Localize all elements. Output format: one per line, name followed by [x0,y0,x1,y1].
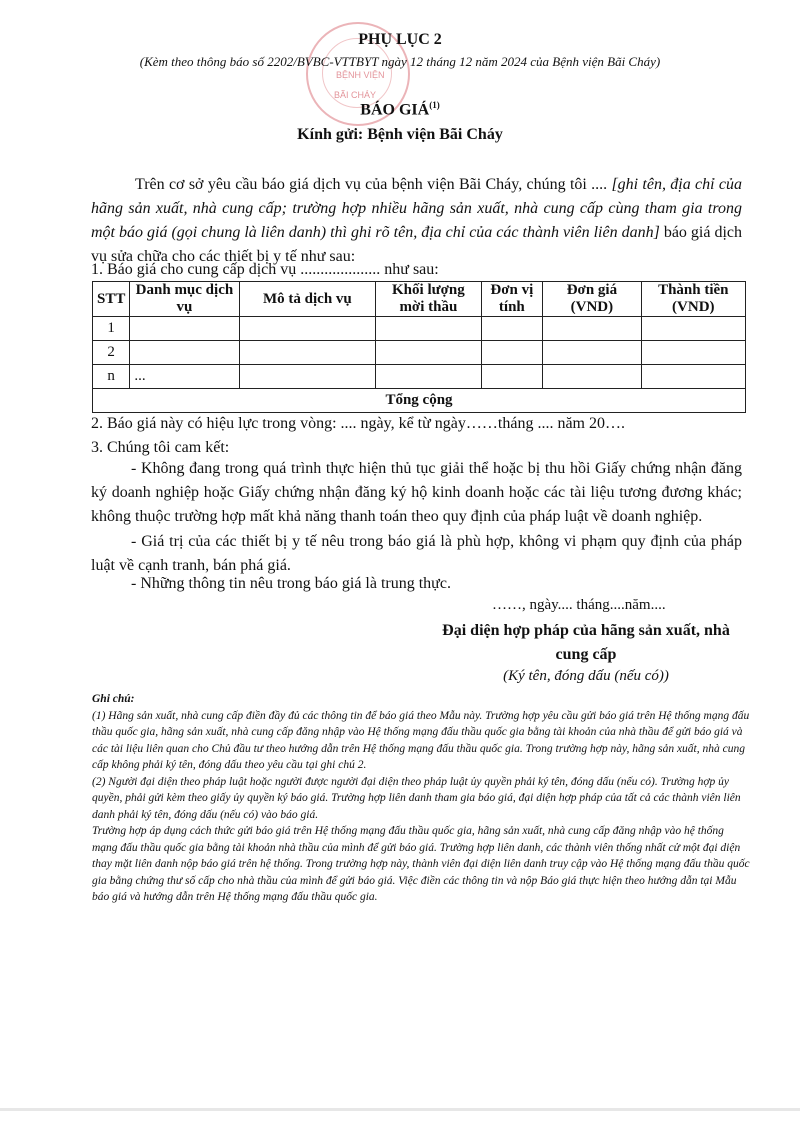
row-cell [239,365,376,389]
note-1: (1) Hãng sản xuất, nhà cung cấp điền đầy đủ các thông tin để báo giá theo Mẫu này. Trường hợp yêu cầu gửi báo giá trên Hệ thống mạng đấu thầu quốc gia, hãng sản xuất, nhà cung cấp đăng nhập vào Hệ thống mạng đấu thầu quốc gia bằng tài khoản của nhà thầu để gửi báo giá và các tài liệu liên quan cho Chủ đầu tư theo hướng dẫn trên Hệ thống mạng đấu thầu quốc gia. Trong trường hợp này, hãng sản xuất, nhà cung cấp không phải ký tên, đóng dấu theo yêu cầu tại ghi chú 2. [92,709,750,771]
row-service-cell [130,317,239,341]
quotation-heading-text: BÁO GIÁ [360,101,430,119]
stamp-text-line1: BỆNH VIỆN [336,70,385,80]
row-cell [481,341,543,365]
col-header-service: Danh mục dịch vụ [130,282,239,317]
col-header-description: Mô tả dịch vụ [239,282,376,317]
table-row [93,341,746,365]
table-row [93,365,746,389]
table-total-row [93,389,746,413]
note-2: (2) Người đại diện theo pháp luật hoặc người được người đại diện theo pháp luật ủy quyền phải ký tên, đóng dấu (nếu có). Trường hợp ủy quyền, phải gửi kèm theo giấy ủy quyền ký báo giá. Trường hợp liên danh tham gia báo giá, đại diện hợp pháp của tất cả các thành viên liên danh phải ký tên, đóng dấu (nếu có) vào báo giá. [92,775,741,821]
appendix-subtitle: (Kèm theo thông báo số 2202/BVBC-VTTBYT ngày 12 tháng 12 năm 2024 của Bệnh viện Bãi Cháy) [139,54,661,69]
row-cell [239,317,376,341]
note-3: Trường hợp áp dụng cách thức gửi báo giá trên Hệ thống mạng đấu thầu quốc gia, hãng sản xuất, nhà cung cấp đăng nhập vào hệ thống mạng đấu thầu quốc gia bằng tài khoản nhà thầu của mình để gửi báo giá. Trường hợp liên danh, các thành viên thống nhất cử một đại diện thay mặt liên danh nộp báo giá trên hệ thống. Trong trường hợp này, thành viên đại diện liên danh truy cập vào Hệ thống mạng đấu thầu quốc gia bằng chứng thư số cấp cho nhà thầu của mình để gửi báo giá. Việc điền các thông tin và nộp Báo giá thực hiện theo hướng dẫn tại Mẫu báo giá và hướng dẫn trên Hệ thống mạng đấu thầu quốc gia. [92,825,750,903]
table-header-row [93,282,746,317]
commitment-3: - Những thông tin nêu trong báo giá là trung thực. [131,575,451,592]
row-cell [481,317,543,341]
appendix-title: PHỤ LỤC 2 [358,31,442,48]
row-cell [641,341,745,365]
quotation-footnote-mark: (1) [429,100,440,110]
quotation-table [92,281,746,413]
table-row [93,317,746,341]
stamp-text-line2: BÃI CHÁY [334,90,377,100]
section-1-label: 1. Báo giá cho cung cấp dịch vụ .................... như sau: [91,261,439,278]
intro-text-a: Trên cơ sở yêu cầu báo giá dịch vụ của bệnh viện Bãi Cháy, chúng tôi .... [135,176,612,193]
row-cell [543,341,641,365]
row-cell [239,341,376,365]
commitment-2: - Giá trị của các thiết bị y tế nêu trong báo giá là phù hợp, không vi phạm quy định của pháp luật về cạnh tranh, bán phá giá. [91,533,742,574]
intro-paragraph [91,173,742,269]
row-cell [641,365,745,389]
commitment-1: - Không đang trong quá trình thực hiện thủ tục giải thể hoặc bị thu hồi Giấy chứng nhận đăng ký doanh nghiệp hoặc Giấy chứng nhận đăng ký hộ kinh doanh hoặc các tài liệu tương đương khác; không thuộc trường hợp mất khả năng thanh toán theo quy định của pháp luật về doanh nghiệp. [91,460,742,525]
row-service-cell [130,341,239,365]
row-cell [641,317,745,341]
col-header-quantity: Khối lượng mời thầu [376,282,481,317]
row-cell [481,365,543,389]
row-cell [543,317,641,341]
notes-heading: Ghi chú: [92,693,135,705]
row-cell [543,365,641,389]
row-stt: 2 [93,341,130,365]
row-cell [376,341,481,365]
row-cell [376,365,481,389]
signature-instruction: (Ký tên, đóng dấu (nếu có)) [503,668,669,684]
intro-text-b: [ghi tên, địa chỉ của hãng sản xuất, nhà cung cấp; trường hợp nhiều hãng sản xuất, nhà cung cấp cùng tham gia trong một báo giá (gọi chung là liên danh) thì ghi rõ tên, địa chỉ của các thành viên liên danh] [91,176,743,241]
total-label: Tổng cộng [93,389,746,413]
quotation-heading [0,100,800,119]
row-cell [376,317,481,341]
section-3-label: 3. Chúng tôi cam kết: [91,439,230,456]
signature-representative: Đại diện hợp pháp của hãng sản xuất, nhà cung cấp [442,622,730,663]
col-header-unit: Đơn vị tính [481,282,543,317]
col-header-stt: STT [93,282,130,317]
section-2-validity: 2. Báo giá này có hiệu lực trong vòng: .... ngày, kể từ ngày……tháng .... năm 20…. [91,415,625,432]
row-stt: 1 [93,317,130,341]
row-service-cell: ... [130,365,239,389]
scan-edge-divider [0,1108,800,1111]
col-header-amount: Thành tiền (VND) [641,282,745,317]
intro-text-c: báo giá dịch vụ sửa chữa cho các thiết bị y tế như sau: [91,224,743,265]
recipient-line: Kính gửi: Bệnh viện Bãi Cháy [297,126,503,143]
row-stt: n [93,365,130,389]
col-header-unit-price: Đơn giá (VND) [543,282,641,317]
signature-date: ……, ngày.... tháng....năm.... [492,597,666,613]
notes-section [92,691,752,906]
